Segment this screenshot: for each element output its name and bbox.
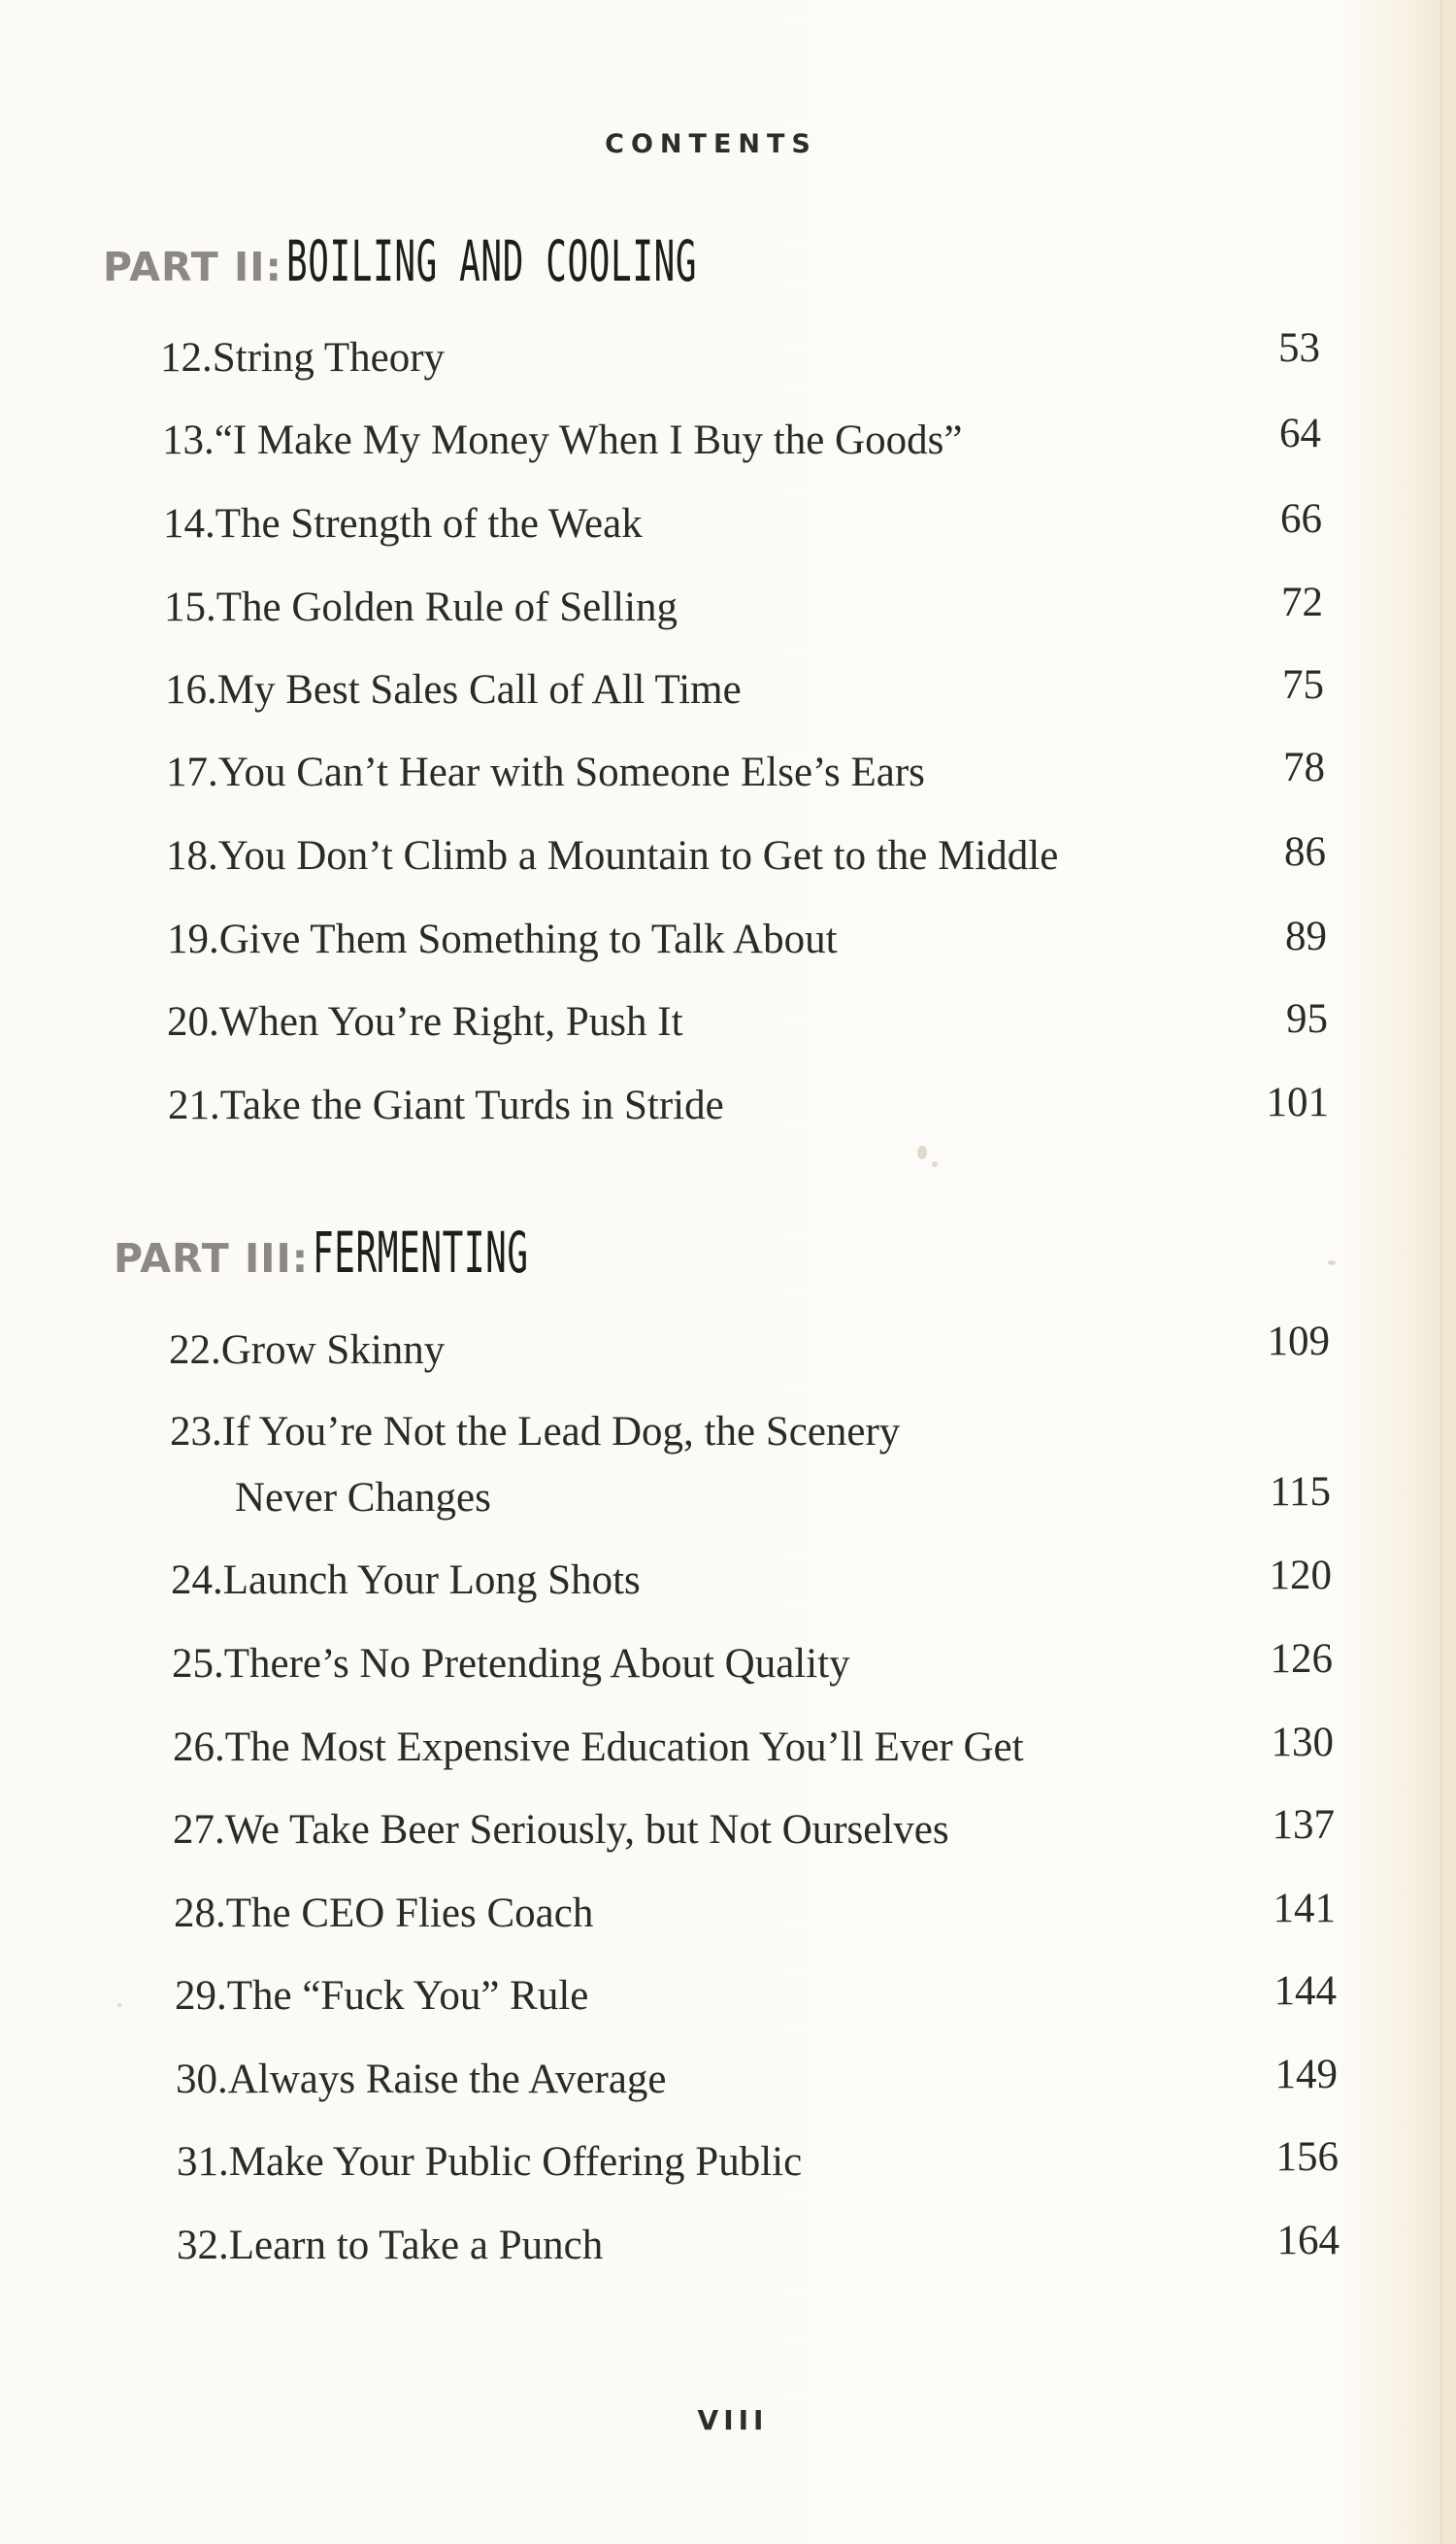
toc-entry-label: 25.There’s No Pretending About Quality — [172, 1641, 850, 1687]
toc-entry-label-continued: Never Changes — [235, 1475, 491, 1521]
toc-entry[interactable] — [0, 1073, 1456, 1139]
toc-entry[interactable] — [0, 907, 1456, 973]
part-title: FERMENTING — [313, 1220, 529, 1286]
toc-entry-label: 27.We Take Beer Seriously, but Not Ourselves — [173, 1807, 949, 1853]
toc-entry-label: 26.The Most Expensive Education You’ll Ever Get — [173, 1724, 1024, 1770]
toc-entry[interactable] — [0, 657, 1456, 723]
toc-entry-page: 120 — [1269, 1553, 1332, 1598]
page-folio: VIII — [697, 2404, 769, 2436]
toc-entry-page: 89 — [1285, 914, 1327, 959]
toc-entry-label: 16.My Best Sales Call of All Time — [165, 667, 742, 713]
toc-entry-label: 31.Make Your Public Offering Public — [177, 2139, 803, 2185]
paper-speck — [117, 2003, 121, 2007]
toc-entry-page: 141 — [1273, 1886, 1336, 1931]
toc-entry-label: 15.The Golden Rule of Selling — [164, 585, 678, 630]
toc-entry-label: 19.Give Them Something to Talk About — [167, 917, 838, 962]
toc-entry-label: 28.The CEO Flies Coach — [174, 1891, 594, 1936]
toc-entry-label: 18.You Don’t Climb a Mountain to Get to the Middle — [166, 833, 1059, 879]
toc-entry-page: 86 — [1284, 829, 1326, 875]
running-head: CONTENTS — [605, 129, 817, 159]
toc-entry-label: 20.When You’re Right, Push It — [167, 999, 683, 1045]
toc-entry-page: 149 — [1274, 2052, 1338, 2097]
toc-entry[interactable] — [0, 989, 1456, 1055]
toc-entry[interactable] — [0, 408, 1456, 474]
toc-entry-page: 53 — [1278, 325, 1320, 371]
toc-entry[interactable] — [0, 1963, 1456, 2029]
toc-entry-page: 66 — [1280, 496, 1322, 542]
toc-entry[interactable] — [0, 325, 1456, 391]
toc-entry[interactable] — [0, 1399, 1456, 1521]
toc-entry-page: 164 — [1276, 2218, 1340, 2263]
toc-entry[interactable] — [0, 1715, 1456, 1781]
toc-entry-label: 14.The Strength of the Weak — [163, 501, 643, 547]
toc-entry[interactable] — [0, 2129, 1456, 2195]
paper-speck — [1328, 1260, 1336, 1265]
paper-speck — [917, 1146, 927, 1159]
toc-entry-page: 137 — [1272, 1802, 1335, 1848]
toc-entry[interactable] — [0, 1881, 1456, 1947]
toc-entry-page: 64 — [1279, 411, 1321, 456]
toc-entry-page: 101 — [1266, 1080, 1329, 1125]
toc-entry[interactable] — [0, 2047, 1456, 2113]
toc-entry-label: 13.“I Make My Money When I Buy the Goods” — [162, 418, 963, 463]
toc-entry-label: 12.String Theory — [160, 335, 446, 381]
toc-entry-label: 23.If You’re Not the Lead Dog, the Scenery — [170, 1409, 901, 1455]
toc-entry-label: 22.Grow Skinny — [169, 1327, 446, 1373]
toc-entry-page: 130 — [1271, 1720, 1334, 1765]
toc-entry[interactable] — [0, 740, 1456, 806]
toc-entry-label: 17.You Can’t Hear with Someone Else’s Ears — [166, 750, 925, 795]
toc-entry[interactable] — [0, 1548, 1456, 1614]
toc-entry-page: 95 — [1286, 996, 1328, 1042]
toc-entry-page: 109 — [1267, 1319, 1330, 1364]
toc-entry[interactable] — [0, 575, 1456, 641]
toc-entry-page: 75 — [1282, 662, 1324, 708]
toc-entry[interactable] — [0, 1797, 1456, 1863]
part-heading — [103, 228, 948, 294]
toc-entry-page: 144 — [1274, 1968, 1337, 2014]
toc-entry[interactable] — [0, 2213, 1456, 2279]
toc-entry[interactable] — [0, 491, 1456, 557]
toc-entry-label: 21.Take the Giant Turds in Stride — [168, 1083, 724, 1128]
part-label: PART II: — [103, 244, 282, 290]
toc-entry-label: 30.Always Raise the Average — [176, 2057, 667, 2102]
part-heading — [114, 1220, 661, 1286]
toc-entry-page: 115 — [1270, 1469, 1331, 1515]
toc-entry-page: 156 — [1275, 2134, 1339, 2180]
toc-entry-label: 32.Learn to Take a Punch — [177, 2223, 604, 2268]
part-title: BOILING AND COOLING — [285, 228, 698, 294]
toc-entry[interactable] — [0, 1631, 1456, 1697]
toc-entry[interactable] — [0, 823, 1456, 889]
part-label: PART III: — [114, 1235, 310, 1282]
toc-entry-page: 72 — [1281, 580, 1323, 625]
toc-entry[interactable] — [0, 1318, 1456, 1384]
toc-entry-label: 29.The “Fuck You” Rule — [175, 1973, 589, 2019]
toc-entry-page: 126 — [1270, 1636, 1333, 1682]
paper-speck — [932, 1161, 938, 1167]
toc-entry-label: 24.Launch Your Long Shots — [171, 1557, 641, 1603]
toc-entry-page: 78 — [1283, 745, 1325, 790]
